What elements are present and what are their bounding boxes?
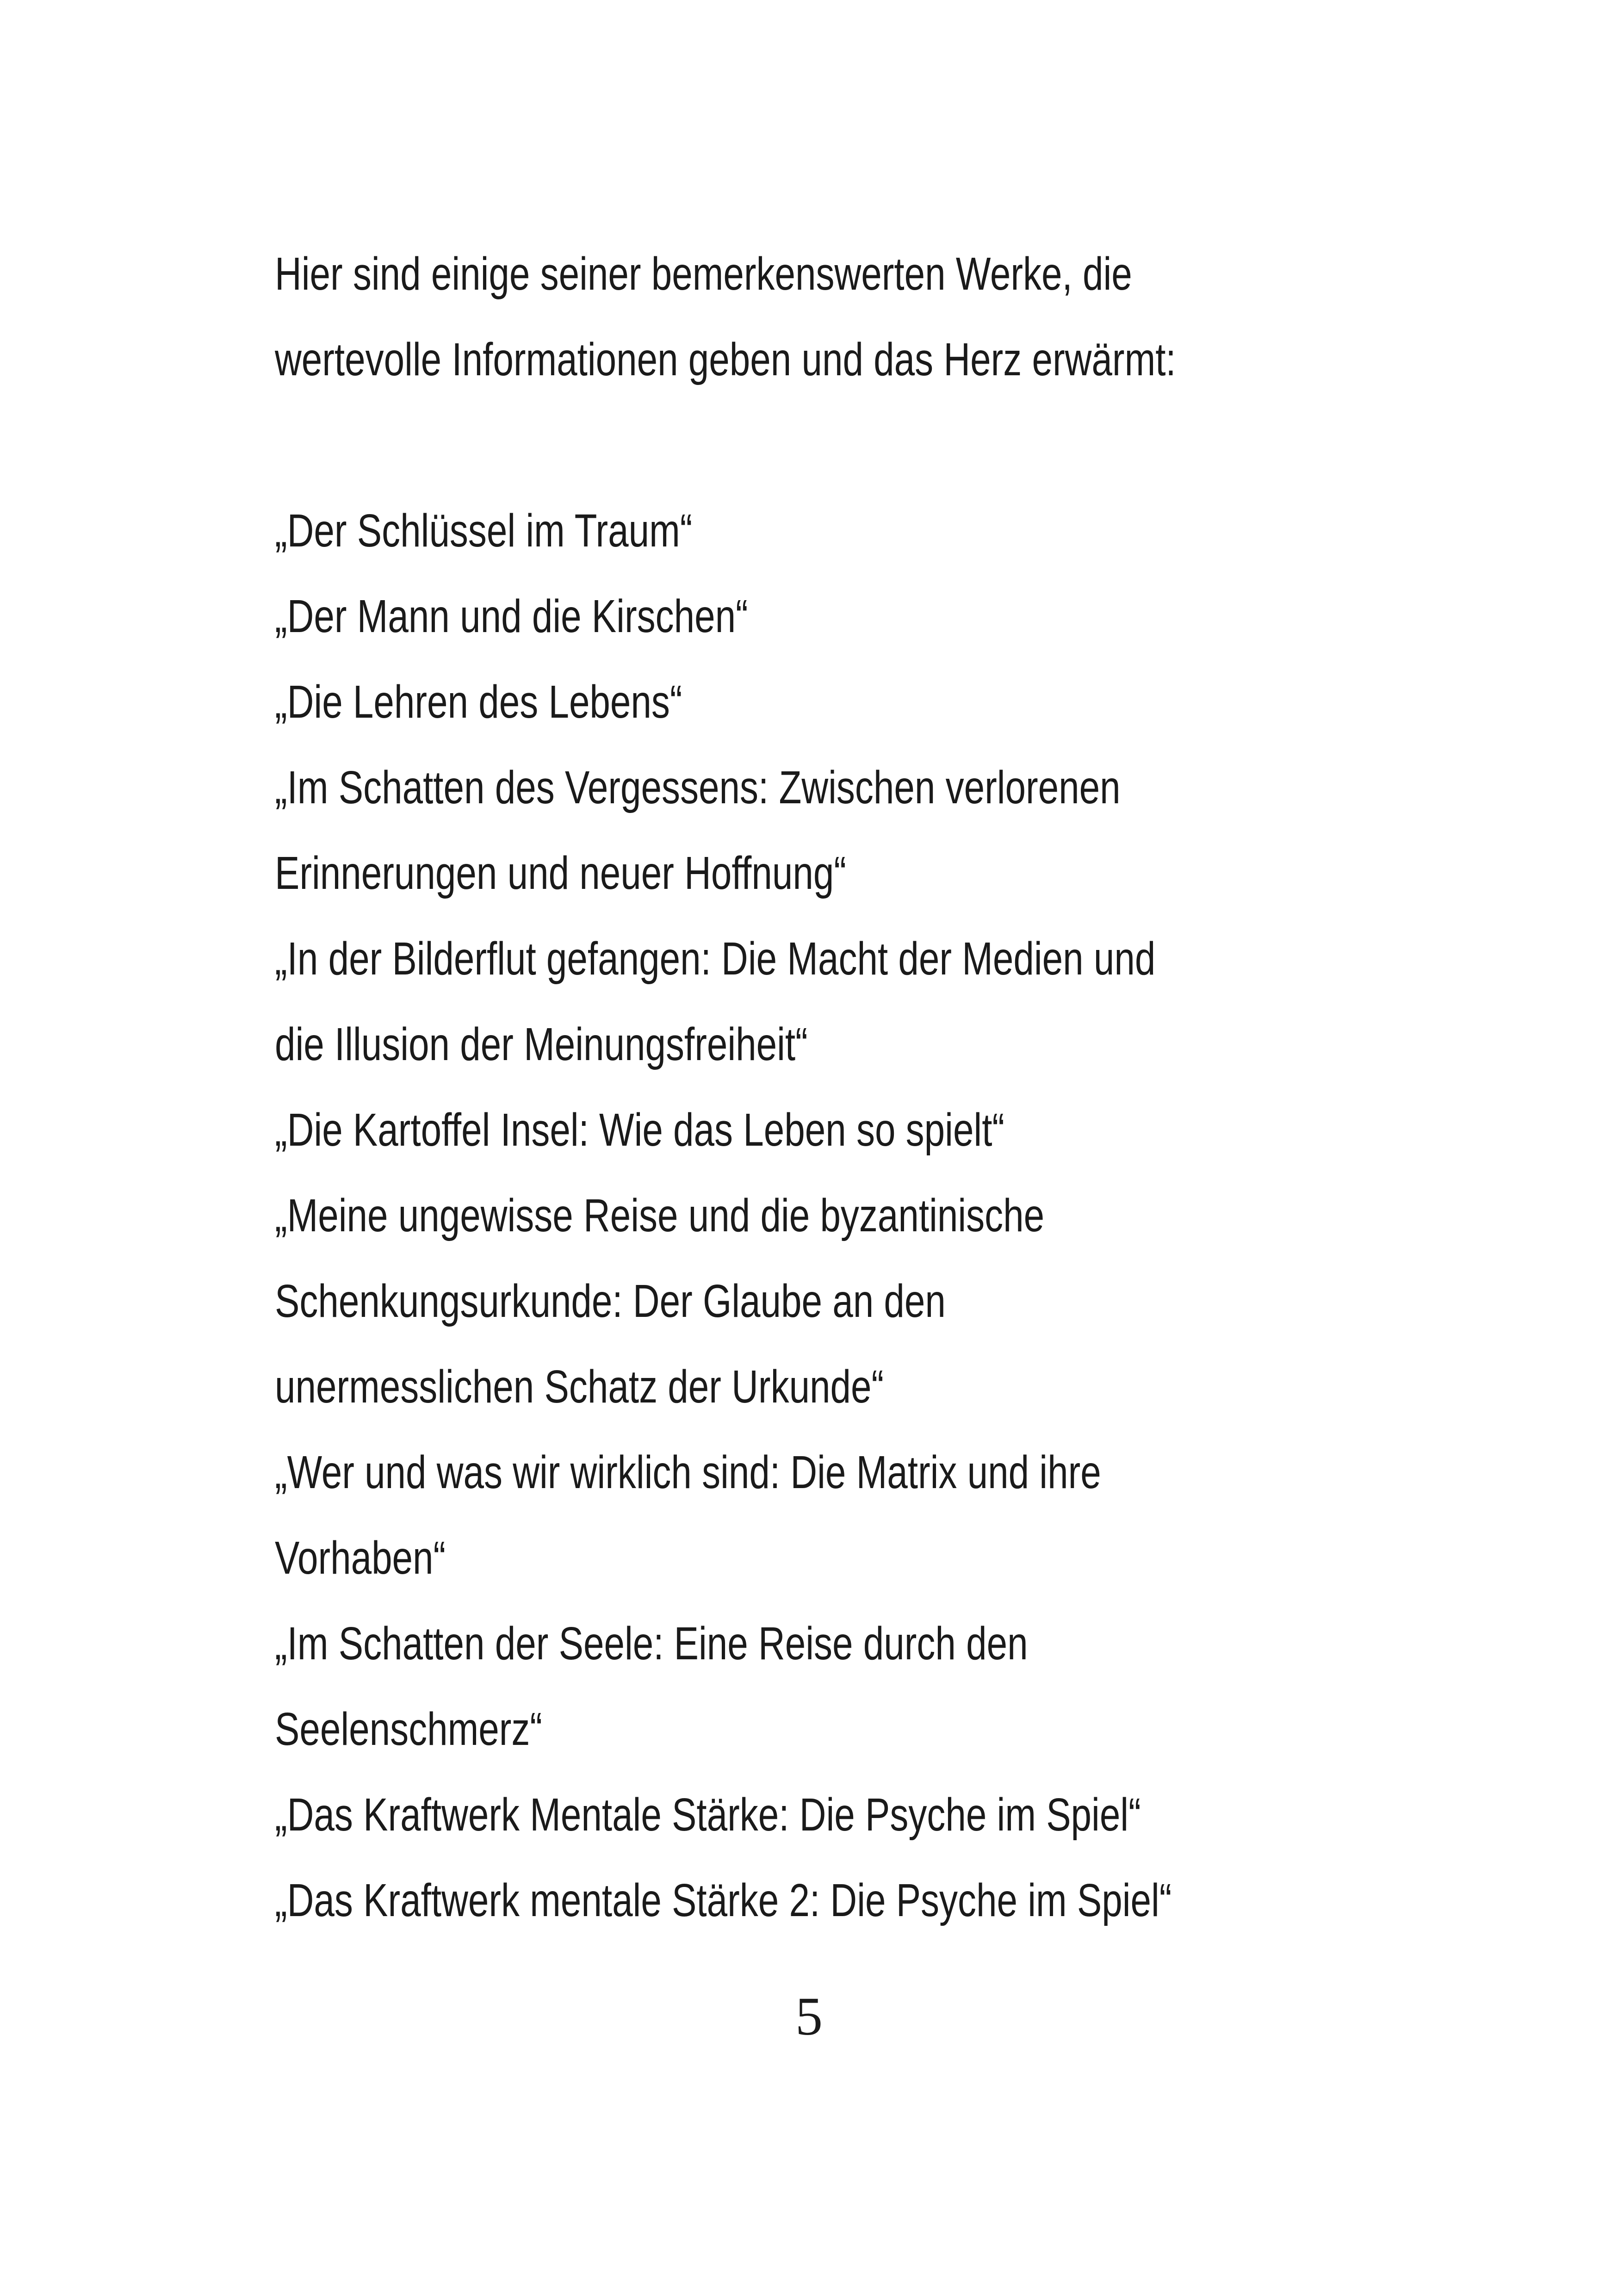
work-title-line: „Das Kraftwerk Mentale Stärke: Die Psyche im Spiel“: [275, 1789, 1141, 1841]
intro-line: wertevolle Informationen geben und das Herz erwärmt:: [275, 334, 1176, 385]
work-title-line: „In der Bilderflut gefangen: Die Macht der Medien und: [275, 933, 1156, 985]
work-title-line: „Die Lehren des Lebens“: [275, 676, 682, 728]
work-title-line: Erinnerungen und neuer Hoffnung“: [275, 847, 846, 899]
work-title-line: „Der Schlüssel im Traum“: [275, 505, 693, 557]
work-title-line: die Illusion der Meinungsfreiheit“: [275, 1018, 808, 1070]
work-title-line: Vorhaben“: [275, 1532, 446, 1584]
body-text: [275, 231, 1478, 1943]
page-number: 5: [795, 1986, 823, 2047]
work-title-line: „Im Schatten der Seele: Eine Reise durch den: [275, 1618, 1028, 1669]
paragraph-gap: [275, 403, 1478, 488]
work-title-line: „Meine ungewisse Reise und die byzantinische: [275, 1190, 1045, 1241]
work-title-line: „Im Schatten des Vergessens: Zwischen verlorenen: [275, 762, 1121, 813]
work-title-line: Schenkungsurkunde: Der Glaube an den: [275, 1275, 946, 1327]
work-title-line: „Die Kartoffel Insel: Wie das Leben so spielt“: [275, 1104, 1005, 1156]
work-title-line: „Der Mann und die Kirschen“: [275, 590, 748, 642]
work-title-line: „Wer und was wir wirklich sind: Die Matrix und ihre: [275, 1446, 1101, 1498]
work-title-line: Seelenschmerz“: [275, 1703, 543, 1755]
intro-line: Hier sind einige seiner bemerkenswerten Werke, die: [275, 248, 1132, 300]
work-title-line: unermesslichen Schatz der Urkunde“: [275, 1361, 884, 1413]
work-title-line: „Das Kraftwerk mentale Stärke 2: Die Psyche im Spiel“: [275, 1874, 1172, 1926]
